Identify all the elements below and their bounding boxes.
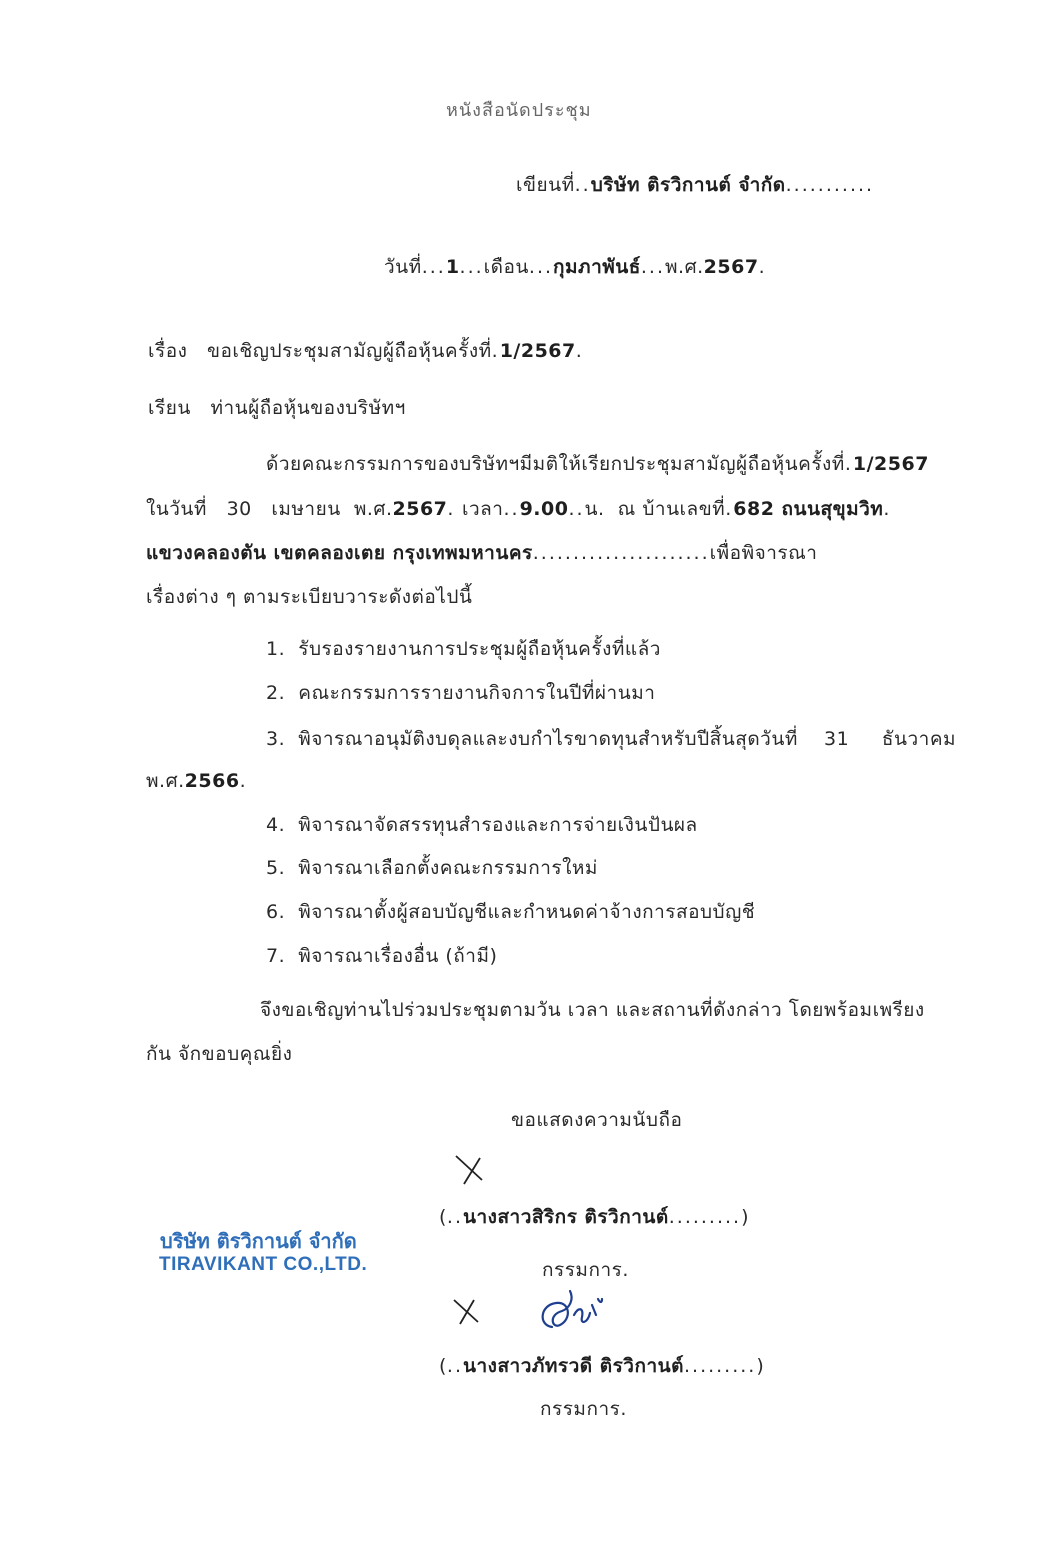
body-line-1: ด้วยคณะกรรมการของบริษัทฯมีมติให้เรียกประชุมสามัญผู้ถือหุ้นครั้งที่.1/2567 bbox=[266, 453, 929, 475]
day-label: วันที่ bbox=[384, 256, 422, 278]
agenda-text: รับรองรายงานการประชุมผู้ถือหุ้นครั้งที่แล้ว bbox=[298, 638, 661, 660]
closing-line-2: กัน จักขอบคุณยิ่ง bbox=[146, 1043, 293, 1065]
agenda-fiscal-day: 31 bbox=[824, 728, 850, 750]
agenda-item-continuation: พ.ศ.2566. bbox=[146, 770, 248, 792]
handwritten-signature bbox=[530, 1285, 610, 1345]
subject-label: เรื่อง bbox=[148, 340, 188, 362]
agenda-fiscal-month: ธันวาคม bbox=[881, 728, 957, 750]
body-line-3: แขวงคลองตัน เขตคลองเตย กรุงเทพมหานคร......................เพื่อพิจารณา bbox=[146, 542, 818, 564]
meeting-year: 2567 bbox=[392, 498, 448, 520]
day-value: 1 bbox=[445, 256, 460, 278]
agenda-text: พิจารณาเลือกตั้งคณะกรรมการใหม่ bbox=[298, 857, 598, 879]
salutation-label: เรียน bbox=[148, 397, 191, 419]
agenda-fiscal-year: 2566 bbox=[184, 770, 240, 792]
address-line-2: แขวงคลองตัน เขตคลองเตย กรุงเทพมหานคร bbox=[146, 542, 533, 564]
signatory-2-title-text: กรรมการ bbox=[540, 1398, 621, 1420]
agenda-number: 3. bbox=[266, 728, 286, 750]
meeting-time: 9.00 bbox=[519, 498, 569, 520]
body-line-4: เรื่องต่าง ๆ ตามระเบียบวาระดังต่อไปนี้ bbox=[146, 586, 473, 608]
signature-mark-2 bbox=[448, 1294, 484, 1330]
time-unit: น. bbox=[584, 498, 605, 520]
month-value: กุมภาพันธ์ bbox=[553, 256, 641, 278]
signatory-1: (..นางสาวสิริกร ติรวิกานต์.........) bbox=[439, 1206, 750, 1228]
agenda-item bbox=[266, 680, 655, 706]
document-title: หนังสือนัดประชุม bbox=[446, 100, 592, 121]
company-stamp-thai: บริษัท ติรวิกานต์ จำกัด bbox=[160, 1229, 357, 1253]
company-stamp-english: TIRAVIKANT CO.,LTD. bbox=[159, 1254, 368, 1275]
salutation-text: ท่านผู้ถือหุ้นของบริษัทฯ bbox=[210, 397, 406, 419]
agenda-number: 5. bbox=[266, 857, 286, 879]
signatory-1-name: นางสาวสิริกร ติรวิกานต์ bbox=[463, 1206, 669, 1228]
meeting-number: 1/2567 bbox=[852, 453, 929, 475]
signatory-2-title: กรรมการ. bbox=[540, 1398, 627, 1420]
agenda-item bbox=[266, 636, 661, 662]
agenda-number: 2. bbox=[266, 682, 286, 704]
agenda-fiscal-year-label: พ.ศ. bbox=[146, 770, 185, 792]
agenda-text: พิจารณาอนุมัติงบดุลและงบกำไรขาดทุนสำหรับปีสิ้นสุดวันที่ bbox=[298, 728, 798, 750]
meeting-month: เมษายน bbox=[271, 498, 341, 520]
meeting-year-label: พ.ศ. bbox=[353, 498, 393, 520]
agenda-number: 6. bbox=[266, 901, 286, 923]
salutation-line bbox=[148, 395, 406, 421]
signatory-1-title: กรรมการ. bbox=[542, 1259, 629, 1281]
agenda-item bbox=[266, 899, 755, 925]
subject-line: เรื่อง ขอเชิญประชุมสามัญผู้ถือหุ้นครั้งที่.1/2567. bbox=[148, 340, 584, 362]
signatory-2: (..นางสาวภัทรวดี ติรวิกานต์.........) bbox=[439, 1355, 765, 1377]
written-at-value: บริษัท ติรวิกานต์ จำกัด bbox=[590, 174, 786, 196]
written-at-line: เขียนที่..บริษัท ติรวิกานต์ จำกัด........... bbox=[516, 174, 875, 196]
written-at-label: เขียนที่ bbox=[516, 174, 575, 196]
agenda-number: 7. bbox=[266, 945, 286, 967]
subject-text: ขอเชิญประชุมสามัญผู้ถือหุ้นครั้งที่ bbox=[207, 340, 492, 362]
regards-text: ขอแสดงความนับถือ bbox=[511, 1109, 683, 1131]
year-label: พ.ศ. bbox=[665, 256, 704, 278]
agenda-text: พิจารณาตั้งผู้สอบบัญชีและกำหนดค่าจ้างการสอบบัญชี bbox=[298, 901, 756, 923]
agenda-item bbox=[266, 943, 497, 969]
on-day-label: ในวันที่ bbox=[146, 498, 207, 520]
agenda-text: พิจารณาจัดสรรทุนสำรองและการจ่ายเงินปันผล bbox=[298, 814, 698, 836]
signatory-2-name: นางสาวภัทรวดี ติรวิกานต์ bbox=[463, 1355, 684, 1377]
year-value: 2567 bbox=[703, 256, 759, 278]
place-label: ณ บ้านเลขที่ bbox=[617, 498, 726, 520]
agenda-text: คณะกรรมการรายงานกิจการในปีที่ผ่านมา bbox=[298, 682, 656, 704]
agenda-number: 1. bbox=[266, 638, 286, 660]
agenda-item bbox=[266, 726, 956, 752]
date-line: วันที่...1...เดือน...กุมภาพันธ์...พ.ศ.2567. bbox=[384, 256, 767, 278]
body-intro: ด้วยคณะกรรมการของบริษัทฯมีมติให้เรียกประชุมสามัญผู้ถือหุ้นครั้งที่ bbox=[266, 453, 845, 475]
subject-value: 1/2567 bbox=[499, 340, 576, 362]
time-label: เวลา bbox=[461, 498, 504, 520]
agenda-number: 4. bbox=[266, 814, 286, 836]
agenda-text: พิจารณาเรื่องอื่น (ถ้ามี) bbox=[298, 945, 498, 967]
purpose-text: เพื่อพิจารณา bbox=[709, 542, 818, 564]
signature-mark-1 bbox=[450, 1150, 490, 1190]
address-line-1: 682 ถนนสุขุมวิท bbox=[733, 498, 884, 520]
body-line-2: ในวันที่ 30 เมษายน พ.ศ.2567. เวลา..9.00..น. ณ บ้านเลขที่.682 ถนนสุขุมวิท. bbox=[146, 498, 892, 520]
agenda-item bbox=[266, 855, 598, 881]
month-label: เดือน bbox=[483, 256, 529, 278]
closing-line-1: จึงขอเชิญท่านไปร่วมประชุมตามวัน เวลา และสถานที่ดังกล่าว โดยพร้อมเพรียง bbox=[260, 999, 925, 1021]
signatory-1-title-text: กรรมการ bbox=[542, 1259, 623, 1281]
agenda-item bbox=[266, 812, 698, 838]
meeting-day: 30 bbox=[226, 498, 252, 520]
